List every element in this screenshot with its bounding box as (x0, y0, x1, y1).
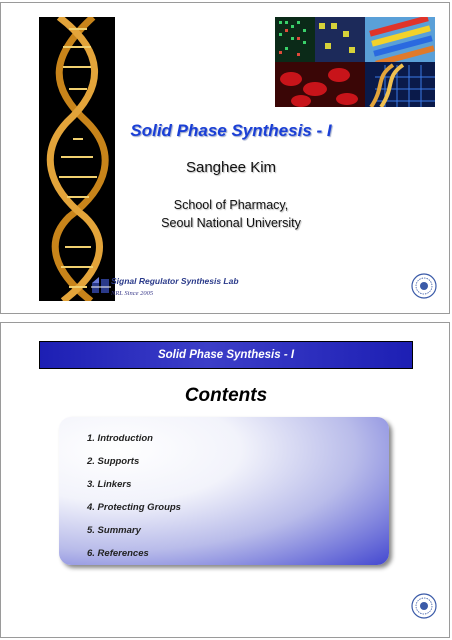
toc-item-protecting-groups: 4. Protecting Groups (87, 502, 181, 513)
dna-helix-image (39, 17, 115, 301)
title-slide (0, 2, 450, 314)
science-photo-collage (275, 17, 435, 107)
lab-name: Signal Regulator Synthesis Lab (111, 276, 239, 286)
slide-title: Solid Phase Synthesis - I (130, 121, 332, 140)
slide-header-bar (39, 341, 413, 369)
lab-logo-icon (91, 275, 111, 295)
contents-heading: Contents (184, 385, 268, 406)
lab-subtitle: NRL Since 2005 (111, 290, 154, 297)
affiliation-school: School of Pharmacy, (173, 198, 289, 212)
author-name: Sanghee Kim (185, 159, 277, 176)
toc-item-summary: 5. Summary (87, 525, 141, 536)
university-seal-icon (411, 593, 437, 619)
slide-header-title: Solid Phase Synthesis - I (157, 349, 295, 361)
table-of-contents-box (59, 417, 389, 565)
toc-item-introduction: 1. Introduction (87, 433, 153, 444)
affiliation-university: Seoul National University (161, 216, 301, 230)
toc-item-linkers: 3. Linkers (87, 479, 132, 490)
toc-item-supports: 2. Supports (87, 456, 140, 467)
affiliation (111, 196, 351, 232)
contents-slide (0, 322, 450, 638)
toc-list (87, 427, 181, 565)
toc-item-references: 6. References (87, 548, 149, 559)
university-seal-icon (411, 273, 437, 299)
